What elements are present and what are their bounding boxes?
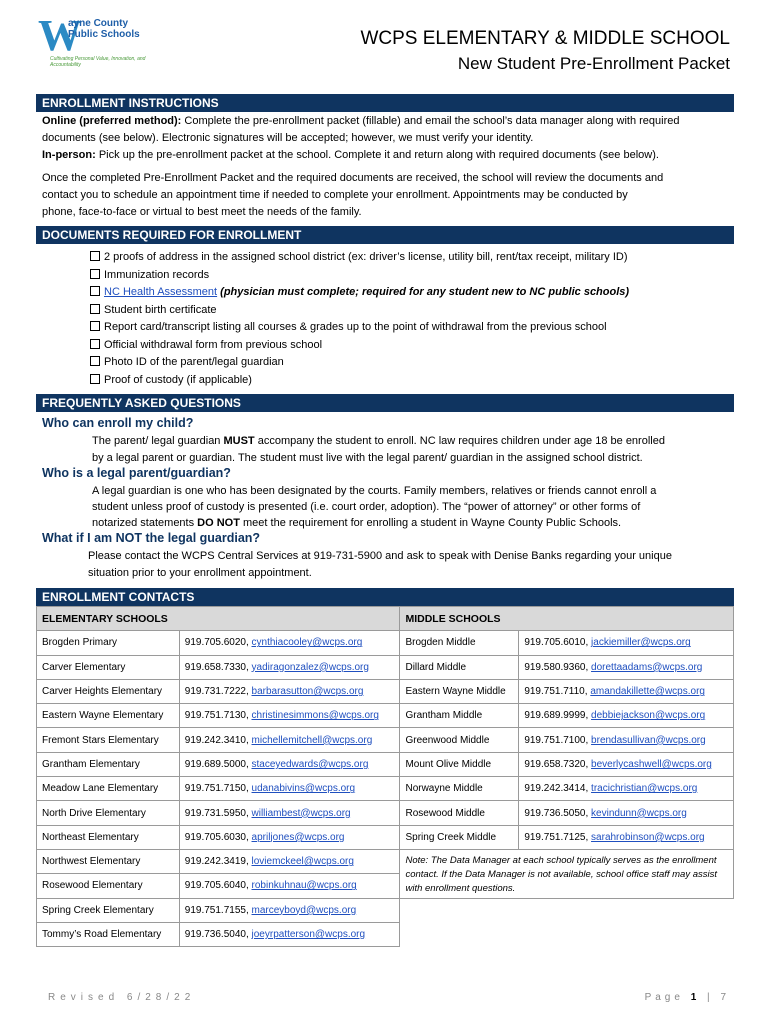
middle-phone: 919.751.7110,: [524, 686, 591, 698]
middle-email-link[interactable]: dorettaadams@wcps.org: [591, 661, 703, 673]
checkbox-report[interactable]: [90, 321, 100, 331]
nc-health-assessment-link[interactable]: NC Health Assessment: [104, 286, 218, 298]
elementary-school-name: North Drive Elementary: [37, 801, 180, 825]
middle-phone: 919.751.7125,: [524, 831, 592, 843]
elementary-email-link[interactable]: robinkuhnau@wcps.org: [251, 880, 357, 892]
elementary-school-name: Brogden Primary: [37, 631, 180, 655]
middle-header: MIDDLE SCHOOLS: [400, 607, 734, 631]
table-row: [37, 825, 734, 849]
checkbox-photo[interactable]: [90, 356, 100, 366]
elementary-school-name: Spring Creek Elementary: [37, 898, 180, 922]
faq-answer-2-line-3: notarized statements DO NOT meet the requirement for enrolling a student in Wayne County Public Schools.: [92, 517, 622, 529]
elementary-email-link[interactable]: yadiragonzalez@wcps.org: [251, 661, 369, 673]
elementary-school-name: Rosewood Elementary: [37, 874, 180, 898]
elementary-school-name: Northeast Elementary: [37, 825, 180, 849]
elementary-email-link[interactable]: apriljones@wcps.org: [251, 831, 345, 843]
middle-email-link[interactable]: jackiemiller@wcps.org: [591, 637, 691, 649]
inperson-line: In-person: Pick up the pre-enrollment packet at the school. Complete it and return along with required documents (see below).: [42, 149, 659, 161]
table-row: [37, 849, 734, 873]
table-row: [37, 631, 734, 655]
faq-answer-3-line-2: situation prior to your enrollment appointment.: [88, 567, 312, 579]
elementary-contact: [179, 704, 400, 728]
table-row: [37, 752, 734, 776]
elementary-phone: 919.689.5000,: [184, 758, 252, 770]
logo-tagline: Cultivating Personal Value, Innovation, and Accountability: [50, 56, 146, 68]
page-title: WCPS ELEMENTARY & MIDDLE SCHOOL: [360, 28, 730, 49]
online-line-2: documents (see below). Electronic signatures will be accepted; however, we must verify your identity.: [42, 132, 534, 144]
table-row: [37, 801, 734, 825]
table-row: [37, 679, 734, 703]
checkbox-address[interactable]: [90, 251, 100, 261]
doc-item-custody: Proof of custody (if applicable): [90, 372, 252, 389]
faq-answer-2-line-2: student unless proof of custody is presented (i.e. court order, adoption). The “power of attorney” or other forms of: [92, 501, 641, 513]
doc-item-photo: Photo ID of the parent/legal guardian: [90, 354, 284, 371]
elementary-email-link[interactable]: staceyedwards@wcps.org: [251, 758, 369, 770]
faq-answer-3-line-1: Please contact the WCPS Central Services at 919-731-5900 and ask to speak with Denise Banks regarding your unique: [88, 550, 672, 562]
elementary-contact: [179, 898, 400, 922]
elementary-contact: [179, 752, 400, 776]
middle-contact: [519, 728, 734, 752]
middle-email-link[interactable]: kevindunn@wcps.org: [591, 807, 687, 819]
district-logo: [38, 11, 146, 68]
middle-email-link[interactable]: amandakillette@wcps.org: [590, 686, 705, 698]
middle-contact: [519, 655, 734, 679]
middle-school-name: Grantham Middle: [400, 704, 519, 728]
table-row: [37, 777, 734, 801]
elementary-email-link[interactable]: marceyboyd@wcps.org: [251, 904, 357, 916]
middle-school-name: Brogden Middle: [400, 631, 519, 655]
elementary-email-link[interactable]: williambest@wcps.org: [251, 807, 351, 819]
checkbox-custody[interactable]: [90, 374, 100, 384]
middle-contact: [519, 631, 734, 655]
middle-phone: 919.580.9360,: [524, 661, 592, 673]
checkbox-birth[interactable]: [90, 304, 100, 314]
middle-contact: [519, 777, 734, 801]
elementary-email-link[interactable]: michellemitchell@wcps.org: [251, 734, 373, 746]
middle-phone: 919.751.7100,: [524, 734, 592, 746]
data-manager-note: Note: The Data Manager at each school typically serves as the enrollment contact. If the Data Manager is not available, school office staff may assist with enrollment questions.: [400, 849, 734, 898]
elementary-school-name: Carver Elementary: [37, 655, 180, 679]
elementary-email-link[interactable]: cynthiacooley@wcps.org: [251, 637, 363, 649]
elementary-contact: [179, 874, 400, 898]
review-paragraph-3: phone, face-to-face or virtual to best meet the needs of the family.: [42, 206, 362, 218]
checkbox-immunization[interactable]: [90, 269, 100, 279]
section-header-faq: FREQUENTLY ASKED QUESTIONS: [36, 394, 734, 412]
elementary-contact: [179, 631, 400, 655]
elementary-phone: 919.751.7155,: [184, 904, 252, 916]
elementary-phone: 919.751.7150,: [184, 783, 252, 795]
logo-wordmark: ayne County Public Schools: [68, 18, 140, 40]
elementary-contact: [179, 728, 400, 752]
elementary-phone: 919.705.6020,: [184, 637, 252, 649]
faq-question-2: Who is a legal parent/guardian?: [42, 466, 231, 480]
elementary-phone: 919.658.7330,: [184, 661, 252, 673]
elementary-school-name: Eastern Wayne Elementary: [37, 704, 180, 728]
middle-email-link[interactable]: beverlycashwell@wcps.org: [591, 758, 712, 770]
middle-school-name: Norwayne Middle: [400, 777, 519, 801]
elementary-phone: 919.242.3419,: [184, 856, 252, 868]
elementary-contact: [179, 922, 400, 946]
middle-phone: 919.705.6010,: [524, 637, 592, 649]
middle-contact: [519, 801, 734, 825]
checkbox-health[interactable]: [90, 286, 100, 296]
middle-phone: 919.242.3414,: [524, 783, 592, 795]
middle-school-name: Dillard Middle: [400, 655, 519, 679]
elementary-school-name: Fremont Stars Elementary: [37, 728, 180, 752]
elementary-email-link[interactable]: joeyrpatterson@wcps.org: [251, 929, 366, 940]
elementary-email-link[interactable]: loviemckeel@wcps.org: [251, 856, 354, 868]
elementary-contact: [179, 655, 400, 679]
elementary-school-name: Northwest Elementary: [37, 849, 180, 873]
middle-email-link[interactable]: sarahrobinson@wcps.org: [591, 831, 705, 843]
contacts-header-row: [37, 607, 734, 631]
review-paragraph-2: contact you to schedule an appointment time if needed to complete your enrollment. Appointments may be conducted by: [42, 189, 628, 201]
logo-letter: W: [38, 11, 82, 60]
elementary-phone: 919.705.6040,: [184, 880, 252, 892]
checkbox-withdrawal[interactable]: [90, 339, 100, 349]
elementary-contact: [179, 849, 400, 873]
middle-phone: 919.689.9999,: [524, 710, 592, 722]
page-subtitle: New Student Pre-Enrollment Packet: [457, 54, 730, 73]
elementary-phone: 919.731.7222,: [184, 686, 252, 698]
elementary-phone: 919.736.5040,: [184, 929, 252, 940]
elementary-school-name: Meadow Lane Elementary: [37, 777, 180, 801]
faq-answer-2-line-1: A legal guardian is one who has been designated by the courts. Family members, relatives or friends cannot enroll a: [92, 485, 657, 497]
elementary-school-name: Grantham Elementary: [37, 752, 180, 776]
middle-contact: [519, 825, 734, 849]
elementary-phone: 919.705.6030,: [184, 831, 252, 843]
elementary-contact: [179, 777, 400, 801]
middle-school-name: Spring Creek Middle: [400, 825, 519, 849]
section-header-documents: DOCUMENTS REQUIRED FOR ENROLLMENT: [36, 226, 734, 244]
middle-school-name: Greenwood Middle: [400, 728, 519, 752]
middle-school-name: Rosewood Middle: [400, 801, 519, 825]
table-row: [37, 704, 734, 728]
doc-item-birth: Student birth certificate: [90, 302, 217, 319]
elementary-contact: [179, 801, 400, 825]
elementary-email-link[interactable]: udanabivins@wcps.org: [251, 783, 356, 795]
middle-phone: 919.736.5050,: [524, 807, 592, 819]
middle-school-name: Mount Olive Middle: [400, 752, 519, 776]
elementary-phone: 919.242.3410,: [184, 734, 252, 746]
blank-cell: [400, 898, 734, 947]
elementary-phone: 919.751.7130,: [184, 710, 252, 722]
middle-phone: 919.658.7320,: [524, 758, 592, 770]
section-header-contacts: ENROLLMENT CONTACTS: [36, 588, 734, 606]
doc-item-health: NC Health Assessment (physician must complete; required for any student new to NC public schools): [90, 284, 629, 301]
contacts-table: [36, 606, 734, 947]
revised-date: Revised 6/28/22: [48, 992, 196, 1003]
section-header-instructions: ENROLLMENT INSTRUCTIONS: [36, 94, 734, 112]
elementary-header: ELEMENTARY SCHOOLS: [37, 607, 400, 631]
middle-school-name: Eastern Wayne Middle: [400, 679, 519, 703]
page-number: Page 1 | 7: [644, 992, 730, 1003]
elementary-email-link[interactable]: christinesimmons@wcps.org: [251, 710, 379, 722]
middle-email-link[interactable]: brendasullivan@wcps.org: [591, 734, 706, 746]
doc-item-immunization: Immunization records: [90, 267, 209, 284]
elementary-email-link[interactable]: barbarasutton@wcps.org: [251, 686, 364, 698]
doc-item-report: Report card/transcript listing all courses & grades up to the point of withdrawal from the previous school: [90, 319, 607, 336]
table-row: [37, 655, 734, 679]
middle-email-link[interactable]: tracichristian@wcps.org: [591, 783, 698, 795]
faq-question-3: What if I am NOT the legal guardian?: [42, 531, 261, 545]
doc-item-address: 2 proofs of address in the assigned school district (ex: driver’s license, utility bill, rent/tax receipt, military ID): [90, 249, 628, 266]
faq-question-1: Who can enroll my child?: [42, 416, 194, 430]
review-paragraph-1: Once the completed Pre-Enrollment Packet and the required documents are received, the school will review the documents and: [42, 172, 664, 184]
middle-contact: [519, 752, 734, 776]
faq-answer-1-line-2: by a legal parent or guardian. The student must live with the legal parent/ guardian in the assigned school district.: [92, 452, 643, 464]
faq-answer-1-line-1: The parent/ legal guardian MUST accompany the student to enroll. NC law requires children under age 18 be enrolled: [92, 435, 665, 447]
elementary-phone: 919.731.5950,: [184, 807, 252, 819]
table-row: [37, 728, 734, 752]
table-row: [37, 898, 734, 922]
middle-contact: [519, 704, 734, 728]
elementary-contact: [179, 679, 400, 703]
elementary-school-name: Carver Heights Elementary: [37, 679, 180, 703]
elementary-school-name: Tommy’s Road Elementary: [37, 922, 180, 946]
doc-item-withdrawal: Official withdrawal form from previous school: [90, 337, 322, 354]
elementary-contact: [179, 825, 400, 849]
online-line-1: Online (preferred method): Complete the pre-enrollment packet (fillable) and email the school’s data manager along with required: [42, 115, 680, 127]
middle-contact: [519, 679, 734, 703]
middle-email-link[interactable]: debbiejackson@wcps.org: [591, 710, 706, 722]
